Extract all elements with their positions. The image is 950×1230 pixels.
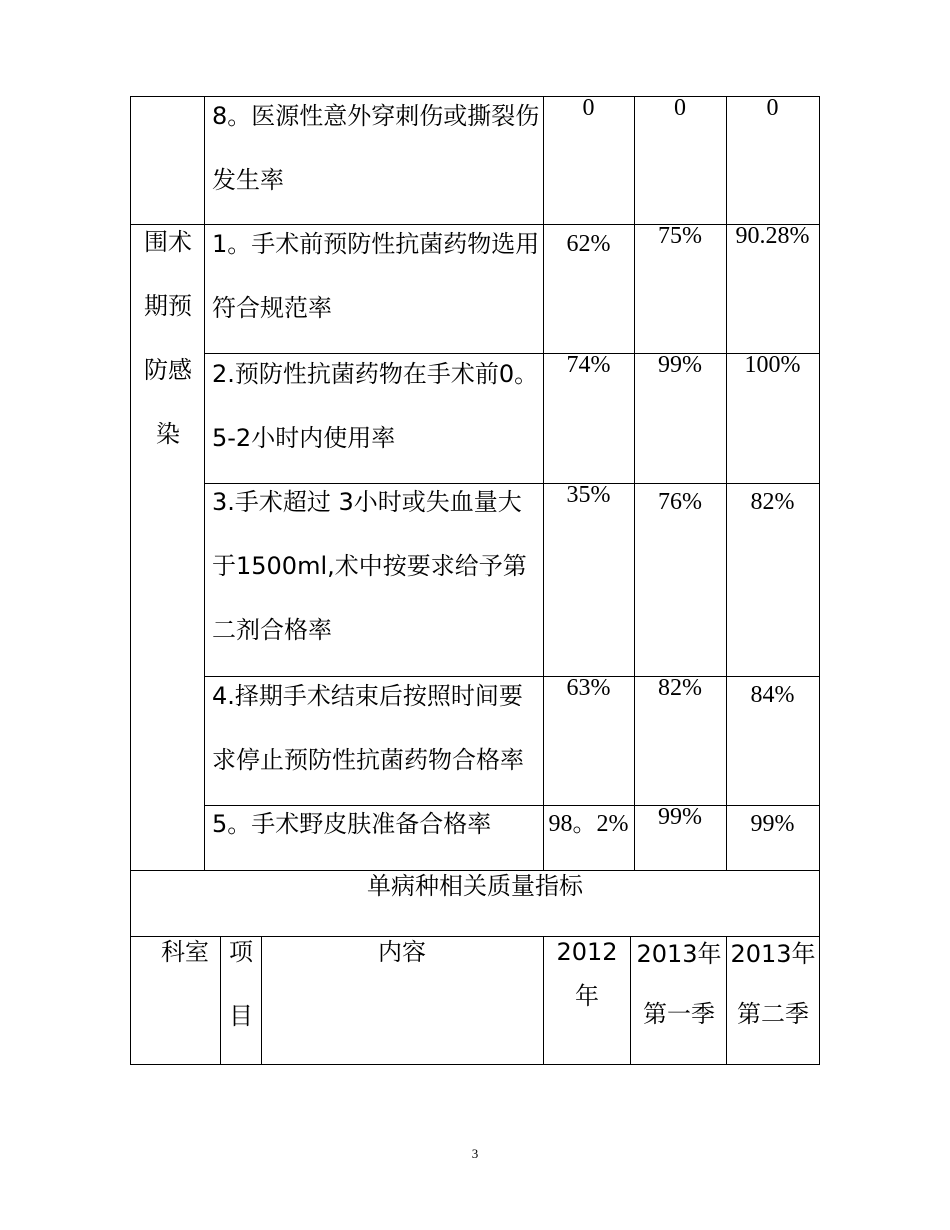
row-content: 1。手术前预防性抗菌药物选用符合规范率 xyxy=(212,230,540,322)
value-2012: 98。2% xyxy=(548,811,629,837)
row-content: 3.手术超过 3小时或失血量大于1500ml,术中按要求给予第二剂合格率 xyxy=(212,488,527,644)
value-2013-q1: 99% xyxy=(658,352,702,378)
value-2012: 0 xyxy=(582,95,595,121)
header-2012: 2012年 xyxy=(556,938,618,1010)
row-content: 4.择期手术结束后按照时间要求停止预防性抗菌药物合格率 xyxy=(212,682,524,774)
row-content: 5。手术野皮肤准备合格率 xyxy=(212,810,492,838)
value-2013-q1: 76% xyxy=(658,489,702,515)
value-2013-q2: 90.28% xyxy=(735,223,810,249)
page-number: 3 xyxy=(471,1146,479,1161)
header-2013-q2: 2013年第二季 xyxy=(730,940,816,1028)
header-item: 项目 xyxy=(229,938,253,1030)
value-2012: 35% xyxy=(566,482,611,508)
value-2013-q2: 99% xyxy=(750,811,795,837)
section-title: 单病种相关质量指标 xyxy=(367,872,583,900)
value-2013-q1: 0 xyxy=(674,95,686,121)
value-2012: 63% xyxy=(566,675,611,701)
value-2012: 74% xyxy=(566,352,611,378)
header-content: 内容 xyxy=(378,938,426,966)
value-2013-q2: 82% xyxy=(750,489,795,515)
value-2013-q2: 84% xyxy=(750,682,795,708)
value-2012: 62% xyxy=(566,231,611,257)
value-2013-q1: 75% xyxy=(658,223,702,249)
header-2013-q1: 2013年第一季 xyxy=(636,940,722,1028)
category-label: 围术期预防感染 xyxy=(144,228,192,448)
row-content: 8。医源性意外穿刺伤或撕裂伤发生率 xyxy=(212,102,540,194)
header-dept: 科室 xyxy=(161,938,209,966)
value-2013-q2: 100% xyxy=(744,352,801,378)
row-content: 2.预防性抗菌药物在手术前0。5-2小时内使用率 xyxy=(212,360,539,452)
value-2013-q1: 99% xyxy=(658,804,702,830)
value-2013-q2: 0 xyxy=(766,95,779,121)
value-2013-q1: 82% xyxy=(658,675,702,701)
